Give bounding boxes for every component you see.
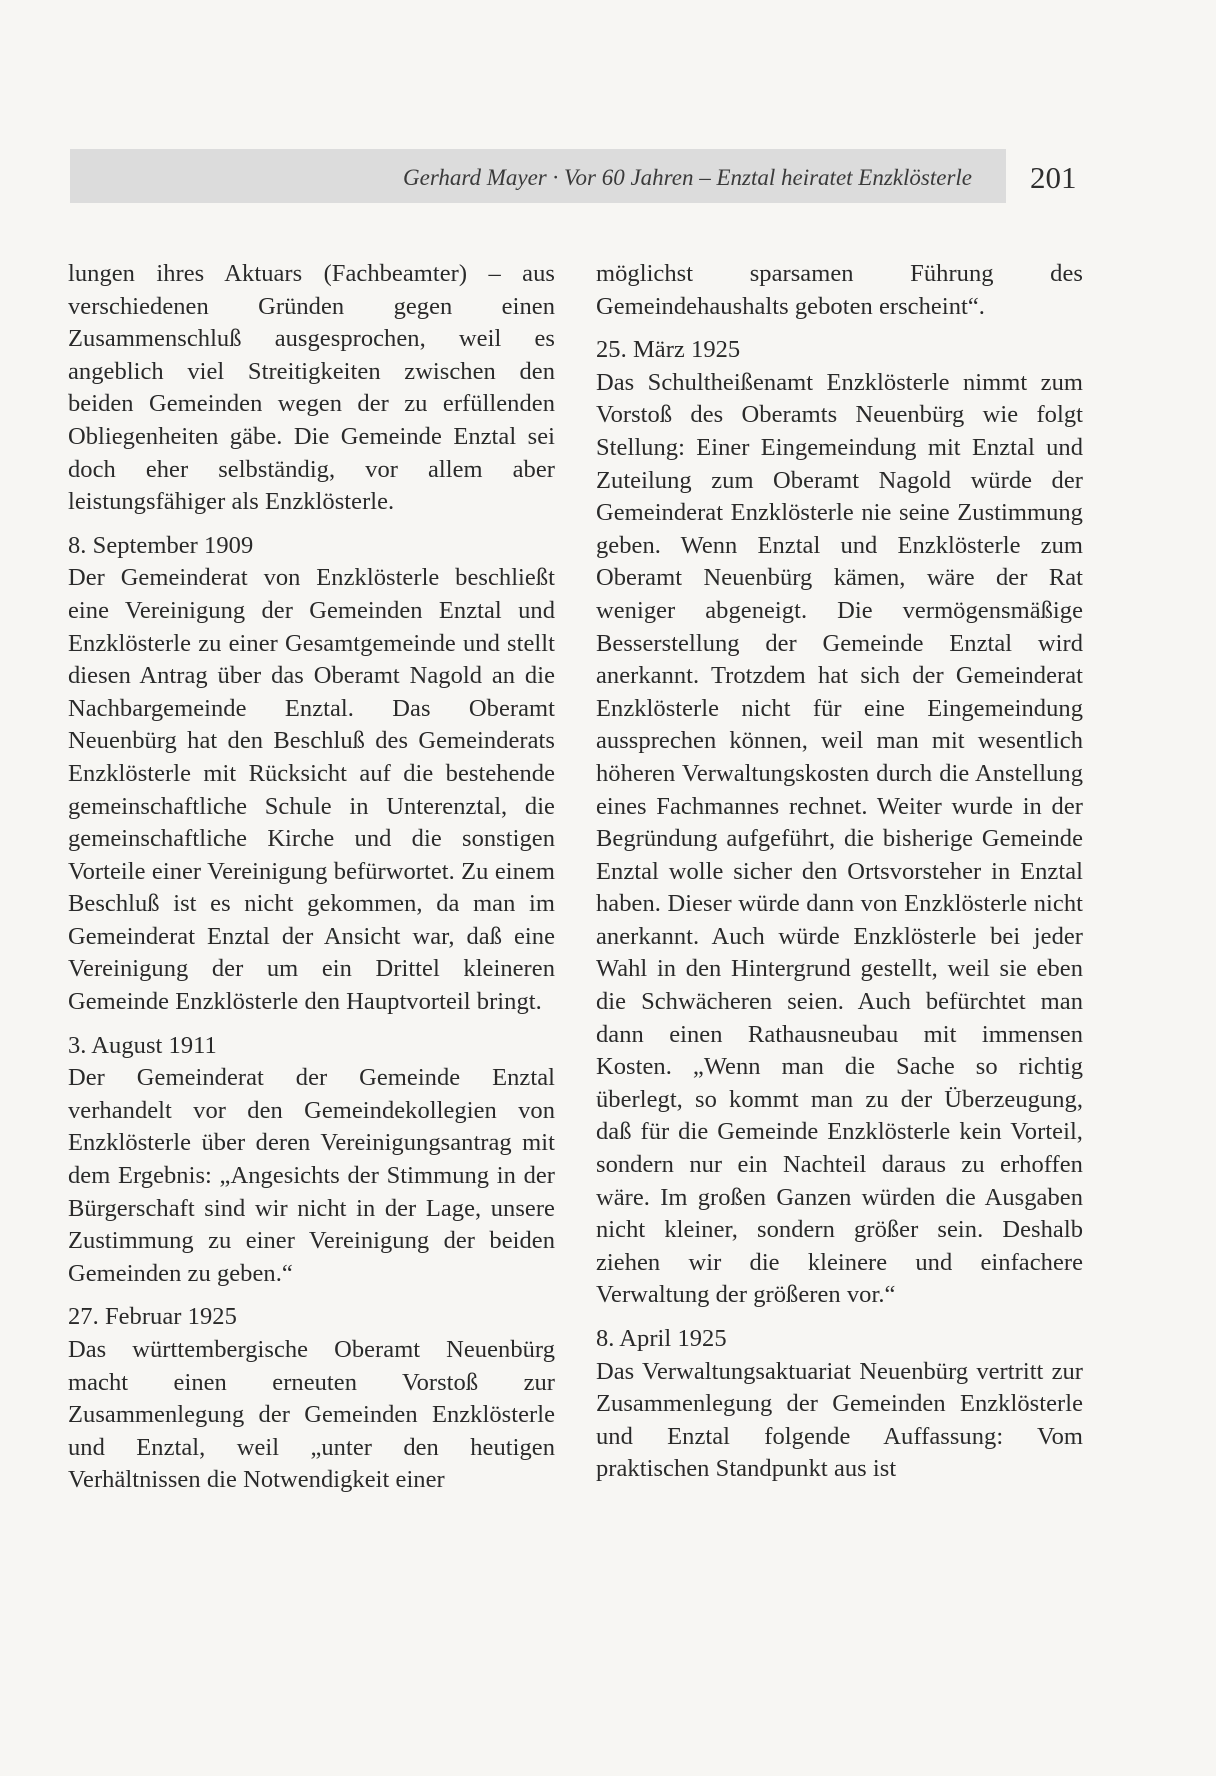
entry-date: 8. April 1925: [596, 1325, 727, 1352]
paragraph: möglichst sparsamen Führung des Gemeindehaushalts geboten erscheint“.: [596, 260, 1083, 320]
paragraph: lungen ihres Aktuars (Fachbeamter) – aus verschiedenen Gründen gegen einen Zusammenschluß ausgesprochen, weil es angeblich viel Streitigkeiten zwischen den beiden Gemeinden wegen der zu erfüllenden Obliegenheiten gäbe. Die Gemeinde Enztal sei doch eher selbständig, vor allem aber leistungsfähiger als Enzklösterle.: [68, 260, 555, 516]
paragraph: Das württembergische Oberamt Neuenbürg macht einen erneuten Vorstoß zur Zusammenlegung der Gemeinden Enzklösterle und Enztal, weil „unter den heutigen Verhältnissen die Notwendigkeit einer: [68, 1336, 555, 1494]
running-head: Gerhard Mayer · Vor 60 Jahren – Enztal heiratet Enzklösterle: [403, 165, 972, 190]
entry-date: 8. September 1909: [68, 531, 254, 559]
left-column: [68, 258, 555, 1497]
paragraph: Der Gemeinderat der Gemeinde Enztal verhandelt vor den Gemeindekollegien von Enzklösterle über deren Vereinigungsantrag mit dem Ergebnis: „Angesichts der Stimmung in der Bürgerschaft sind wir nicht in der Lage, unsere Zustimmung zu einer Vereinigung der beiden Gemeinden zu geben.“: [68, 1064, 555, 1287]
entry-date: 25. März 1925: [596, 336, 741, 364]
entry-date: 3. August 1911: [68, 1031, 217, 1059]
right-column: [596, 258, 1083, 1486]
page-number: 201: [1030, 160, 1077, 195]
paragraph: Das Schultheißenamt Enzklösterle nimmt zum Vorstoß des Oberamts Neuenbürg wie folgt Stellung: Einer Eingemeindung mit Enztal und Zuteilung zum Oberamt Nagold würde der Gemeinderat Enzklösterle nie seine Zustimmung geben. Wenn Enztal und Enzklösterle zum Oberamt Neuenbürg kämen, wäre der Rat weniger abgeneigt. Die vermögensmäßige Besserstellung der Gemeinde Enztal wird anerkannt. Trotzdem hat sich der Gemeinderat Enzklösterle nicht für eine Eingemeindung aussprechen können, weil man mit wesentlich höheren Verwaltungskosten durch die Anstellung eines Fachmannes rechnet. Weiter wurde in der Begründung aufgeführt, die bisherige Gemeinde Enztal wolle sicher den Ortsvorsteher in Enztal haben. Dieser würde dann von Enzklösterle nicht anerkannt. Auch würde Enzklösterle bei jeder Wahl in den Hintergrund gestellt, weil sie eben die Schwächeren seien. Auch befürchtet man dann einen Rathausneubau mit immensen Kosten. „Wenn man die Sache so richtig überlegt, so kommt man zu der Überzeugung, daß für die Gemeinde Enzklösterle kein Vorteil, sondern nur ein Nachteil daraus zu erhoffen wäre. Im großen Ganzen würden die Ausgaben nicht kleiner, sondern größer sein. Deshalb ziehen wir die kleinere und einfachere Verwaltung der größeren vor.“: [596, 368, 1083, 1309]
entry-date: 27. Februar 1925: [68, 1303, 237, 1331]
paragraph: Das Verwaltungsaktuariat Neuenbürg vertritt zur Zusammenlegung der Gemeinden Enzklösterle und Enztal folgende Auffassung: Vom praktischen Standpunkt aus ist: [596, 1357, 1083, 1483]
paragraph: Der Gemeinderat von Enzklösterle beschließt eine Vereinigung der Gemeinden Enztal und Enzklösterle zu einer Gesamtgemeinde und stellt diesen Antrag über das Oberamt Nagold an die Nachbargemeinde Enztal. Das Oberamt Neuenbürg hat den Beschluß des Gemeinderats Enzklösterle mit Rücksicht auf die bestehende gemeinschaftliche Schule in Unterenztal, die gemeinschaftliche Kirche und die sonstigen Vorteile einer Vereinigung befürwortet. Zu einem Beschluß ist es nicht gekommen, da man im Gemeinderat Enztal der Ansicht war, daß eine Vereinigung der um ein Drittel kleineren Gemeinde Enzklösterle den Hauptvorteil bringt.: [68, 564, 555, 1016]
